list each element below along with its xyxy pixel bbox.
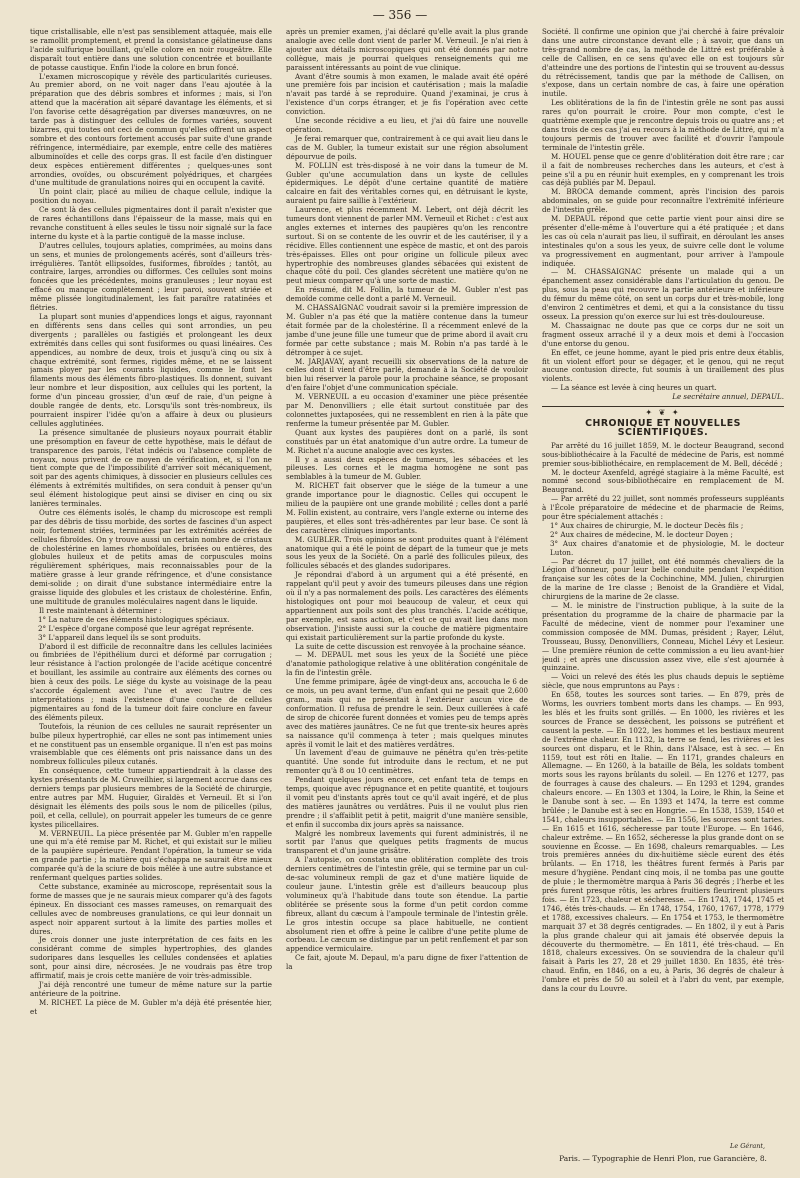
- printer-footer: Paris. — Typographie de Henri Plon, rue Garancière, 8.: [559, 1154, 767, 1163]
- paragraph: M. GUBLER. Trois opinions se sont produites quant à l'élément anatomique qui a été le point de départ de la tumeur que je mets sous les yeux de la Société. On a parlé des follicules pileux, des follicules sébacés et des glandes sudoripares.: [286, 534, 528, 571]
- paragraph: Ce sont là des cellules pigmentaires dont il paraît n'exister que de rares échantillons dans l'épaisseur de la masse, mais qui en revanche constituent à elles seules le tissu noir signalé sur la face interne du kyste et à la partie contiguë de la masse incluse.: [30, 205, 272, 241]
- paragraph: Une femme primipare, âgée de vingt-deux ans, accoucha le 6 de ce mois, un peu avant terme, d'un enfant qui ne pesait que 2,600 gram., mais qui ne présentait à l'extérieur aucun vice de conformation. Il refusa de prendre le sein. Deux cuillerées à café de sirop de chicorée furent données et vomies peu de temps après avec des matières jaunâtres. Ce ne fut que trente-six heures après sa naissance qu'il commença à teter ; mais quelques minutes après il vomit le lait et des matières verdâtres.: [286, 677, 528, 749]
- paragraph: M. HOUEL pense que ce genre d'oblitération doit être rare ; car il a fait de nombreuses recherches dans les auteurs, et c'est à peine s'il a pu en réunir huit exemples, en y comprenant les trois cas déjà publiés par M. Depaul.: [542, 151, 784, 188]
- paragraph: — Voici un relevé des étés les plus chauds depuis le septième siècle, que nous empruntons au Pays :: [542, 672, 784, 691]
- paragraph: J'ai déjà rencontré une tumeur de même nature sur la partie antérieure de la poitrine.: [30, 979, 272, 998]
- paragraph: Les oblitérations de la fin de l'intestin grêle ne sont pas aussi rares qu'on pourrait le croire. Pour mon compte, c'est le quatrième exemple que je rencontre depuis trois ou quatre ans ; et dans trois de ces cas j'ai eu recours à la méthode de Littré, qui m'a toujours permis de trouver avec facilité et d'ouvrir l'ampoule terminale de l'intestin grêle.: [542, 98, 784, 152]
- paragraph: Laurence, et plus récemment M. Lebert, ont déjà décrit les tumeurs dont viennent de parler MM. Verneuil et Richet : c'est aux angles externes et internes des paupières qu'on les rencontre surtout. Si on se contente de les ouvrir et de les cautériser, il y a récidive. Elles contiennent une espèce de mastic, et ont des parois très-épaisses. Elles ont pour origine un follicule pileux avec hypertrophie des nombreuses glandes sébacées qui existent de chaque côté du poil. Ces glandes sécrètent une matière qu'on ne peut mieux comparer qu'à une sorte de mastic.: [286, 205, 528, 286]
- paragraph: M. VERNEUIL a eu occasion d'examiner une pièce présentée par M. Denonvilliers ; elle était surtout constituée par des colonnettes juxtaposées, qui ne ressemblent en rien à la pâte que renferme la tumeur présentée par M. Gubler.: [286, 392, 528, 428]
- ornament-divider: ✦ ❦ ✦: [645, 408, 681, 418]
- paragraph: M. BROCA demande comment, après l'incision des parois abdominales, on se guide pour reconnaître l'extrémité inférieure de l'intestin grêle.: [542, 187, 784, 215]
- paragraph: La plupart sont munies d'appendices longs et aigus, rayonnant en différents sens dans celles qui sont arrondies, un peu divergents ; parallèles ou fastigiés et prolongeant les deux extrémités dans celles qui sont fusiformes ou quasi linéaires. Ces appendices, au nombre de deux, trois et jusqu'à cinq ou six à chaque extrémité, sont fermes, rigides même, et ne se laissent jamais ployer par les courants liquides, comme le font les filaments mous des éléments fibro-plastiques. Ils donnent, suivant leur nombre et leur disposition, aux cellules qui les portent, la forme d'un pinceau grossier, d'un œuf de raie, d'un peigne à double rangée de dents, etc. Lorsqu'ils sont très-nombreux, ils pourraient inspirer l'idée qu'on a affaire à deux ou plusieurs cellules agglutinées.: [30, 312, 272, 428]
- section-divider: [542, 406, 784, 407]
- paragraph: Quant aux kystes des paupières dont on a parlé, ils sont constitués par un état anatomique d'un autre ordre. La tumeur de M. Richet n'a aucune analogie avec ces kystes.: [286, 427, 528, 455]
- paragraph: Outre ces éléments isolés, le champ du microscope est rempli par des débris de tissu morbide, des sortes de fascines d'un aspect noir, fortement striées, terminées par les extrémités acérées de cellules fibroïdes. On y trouve aussi un certain nombre de cristaux de cholestérine en lames rhomboïdales, brisées ou entières, des globules huileux et de petits amas de corpuscules moins régulièrement sphériques, mais reconnaissables pour de la matière grasse à leur grande réfringence, et d'une consistance demi-solide ; on dirait d'une substance intermédiaire entre la graisse liquide des globules et les cristaux de cholestérine. Enfin, une multitude de granules moléculaires nagent dans le liquide.: [30, 507, 272, 606]
- paragraph: En conséquence, cette tumeur appartiendrait à la classe des kystes présentants de M. Cruveilhier, si largement accrue dans ces derniers temps par plusieurs membres de la Société de chirurgie, entre autres par MM. Huguier, Giraldès et Verneuil. Et si l'on désignait les éléments des poils sous le nom de pilicelles (pilus, poil, et cella, cellule), on pourrait appeler les tumeurs de ce genre kystes pilicellaires.: [30, 766, 272, 829]
- numbered-list: [542, 522, 784, 558]
- paragraph: Toutefois, la réunion de ces cellules ne saurait représenter un bulbe pileux hypertrophié, car elles ne sont pas intimement unies et ne constituent pas un ensemble organique. Il n'en est pas moins vraisemblable que ces éléments ont pris naissance dans un des nombreux follicules pileux cutanés.: [30, 721, 272, 767]
- paragraph: Cette substance, examinée au microscope, représentait sous la forme de masses que je ne saurais mieux comparer qu'à des fagots épineux. En dissociant ces masses rameuses, on remarquait des cellules avec de nombreuses granulations, ce qui leur donnait un aspect noir apparent surtout à la limite des parties molles et dures.: [30, 882, 272, 936]
- paragraph: La suite de cette discussion est renvoyée à la prochaine séance.: [295, 641, 526, 651]
- paragraph: La présence simultanée de plusieurs noyaux pourrait établir une présomption en faveur de cette hypothèse, mais le défaut de transparence des parois, l'état indécis ou l'absence complète de noyaux, nous privent de ce moyen de vérification, et, si l'on ne tient compte que de l'impossibilité d'arriver soit mécaniquement, soit par des agents chimiques, à dissocier en plusieurs cellules ces éléments à extrémités multifides, on sera conduit à penser qu'un seul élément histologique peut ainsi se diviser en cinq ou six lanières terminales.: [30, 427, 272, 509]
- paragraph: M. RICHET fait observer que le siége de la tumeur a une grande importance pour le diagnostic. Celles qui occupent le milieu de la paupière ont une grande mobilité ; celles dont a parlé M. Follin existent, au contraire, vers l'angle externe ou interne des paupières, et elles sont très-adhérentes par leur base. Ce sont là des caractères cliniques importants.: [286, 481, 528, 535]
- paragraph: Un lavement d'eau de guimauve ne pénétra qu'en très-petite quantité. Une sonde fut introduite dans le rectum, et ne put remonter qu'à 8 ou 10 centimètres.: [286, 748, 528, 776]
- column-left: [30, 28, 272, 1168]
- paragraph: Une seconde récidive a eu lieu, et j'ai dû faire une nouvelle opération.: [286, 116, 528, 134]
- secretary-signature: Le secrétaire annuel, DEPAUL.: [672, 392, 784, 402]
- paragraph: Malgré les nombreux lavements qui furent administrés, il ne sortit par l'anus que quelques petits fragments de mucus transparent et d'un jaune grisâtre.: [286, 828, 528, 856]
- paragraph: Avant d'être soumis à mon examen, le malade avait été opéré une première fois par incision et cautérisation ; mais la maladie n'avait pas tardé à se reproduire. Quand j'examinai, je crus à l'existence d'un corps étranger, et je fis l'opération avec cette conviction.: [286, 71, 528, 117]
- list-item: 3° Aux chaires d'anatomie et de physiologie, M. le docteur Luton.: [550, 538, 784, 557]
- paragraph: tique cristallisable, elle n'est pas sensiblement attaquée, mais elle se ramollit promptement, et prend la consistance gélatineuse dans l'acide sulfurique bouillant, qu'elle colore en noir rougeâtre. Elle disparaît tout entière dans une solution concentrée et bouillante de potasse caustique. Enfin l'iode la colore en brun foncé.: [30, 28, 272, 72]
- paragraph: M. Chassaignac ne doute pas que ce corps dur ne soit un fragment osseux arraché il y a deux mois et demi à l'occasion d'une entorse du genou.: [542, 320, 784, 348]
- gerant-label: Le Gérant,: [730, 1142, 766, 1150]
- paragraph: — M. DEPAUL met sous les yeux de la Société une pièce d'anatomie pathologique relative à une oblitération congénitale de la fin de l'intestin grêle.: [286, 650, 528, 678]
- paragraph: M. DEPAUL répond que cette partie vient pour ainsi dire se présenter d'elle-même à l'ouverture qui a été pratiquée ; et dans les cas où cela n'aurait pas lieu, il suffirait, en déroulant les anses intestinales qu'on a sous les yeux, de suivre celle dont le volume va progressivement en augmentant, pour arriver à l'ampoule indiquée.: [542, 214, 784, 268]
- paragraph: Société. Il confirme une opinion que j'ai cherché à faire prévaloir dans une autre circonstance devant elle ; à savoir, que dans un très-grand nombre de cas, la méthode de Littré est préférable à celle de Callisen, en ce sens qu'avec elle on est toujours sûr d'atteindre une des portions de l'intestin qui se trouvent au-dessus du rétrécissement, tandis que par la méthode de Callisen, on s'expose, dans un certain nombre de cas, à faire une opération inutile.: [542, 28, 784, 99]
- paragraph: M. CHASSAIGNAC voudrait savoir si la première impression de M. Gubler n'a pas été que la matière contenue dans la tumeur était formée par de la cholestérine. Il a récemment enlevé de la jambe d'une jeune fille une tumeur que de prime abord il avait cru formée par cette substance ; mais M. Robin n'a pas tardé à le détromper à ce sujet.: [286, 303, 528, 357]
- paragraph: En 658, toutes les sources sont taries. — En 879, près de Worms, les ouvriers tombent morts dans les champs. — En 993, les blés et les fruits sont grillés. — En 1000, les rivières et les sources de France se dessèchent, les poissons se putréfient et causent la peste. — En 1022, les hommes et les bestiaux meurent de l'extrême chaleur. En 1132, la terre se fend, les rivières et les sources ont disparu, et le Rhin, dans l'Alsace, est à sec. — En 1159, tout est rôti en Italie. — En 1171, grandes chaleurs en Allemagne. — En 1260, à la bataille de Béla, les soldats tombent morts sous les rayons brûlants du soleil. — En 1276 et 1277, pas de fourrages à cause des chaleurs. — En 1293 et 1294, grandes chaleurs encore. — En 1303 et 1304, la Loire, le Rhin, la Seine et le Danube sont à sec. — En 1393 et 1474, la terre est comme brûlée ; le Danube est à sec en Hongrie. — En 1538, 1539, 1540 et 1541, chaleurs insupportables. — En 1556, les sources sont taries. — En 1615 et 1616, sécheresse par toute l'Europe. — En 1646, chaleur extrême. — En 1652, sécheresse la plus grande dont on se souvienne en Écosse. — En 1698, chaleurs remarquables. — Les trois premières années du dix-huitième siècle eurent des étés brûlants. — En 1718, les théâtres furent fermés à Paris par mesure d'hygiène. Pendant cinq mois, il ne tomba pas une goutte de pluie ; le thermomètre marqua à Paris 36 degrés ; l'herbe et les prés furent presque rôtis, les arbres fruitiers fleurirent plusieurs fois. — En 1723, chaleur et sécheresse. — En 1743, 1744, 1745 et 1746, étés très-chauds. — En 1748, 1754, 1760, 1767, 1778, 1779 et 1788, excessives chaleurs. — En 1754 et 1753, le thermomètre marquait 37 et 38 degrés centigrades. — En 1802, il y eut à Paris la plus grande chaleur qui ait jamais été observée depuis la découverte du thermomètre. — En 1811, été très-chaud. — En 1818, chaleurs excessives. On se souviendra de la chaleur qu'il faisait à Paris les 27, 28 et 29 juillet 1830. En 1835, été très-chaud. Enfin, en 1846, on a eu, à Paris, 36 degrés de chaleur à l'ombre et près de 50 au soleil et à l'abri du vent, par exemple, dans la cour du Louvre.: [542, 690, 784, 994]
- paragraph: M. RICHET. La pièce de M. Gubler m'a déjà été présentée hier, et: [30, 997, 272, 1016]
- paragraph: M. JARJAVAY, ayant recueilli six observations de la nature de celles dont il vient d'être parlé, demande à la Société de vouloir bien lui réserver la parole pour la prochaine séance, se proposant d'en faire l'objet d'une communication spéciale.: [286, 356, 528, 393]
- column-middle: [286, 28, 528, 1168]
- paragraph: Pendant quelques jours encore, cet enfant teta de temps en temps, quoique avec répugnance et en petite quantité, et toujours il vomit peu d'instants après tout ce qu'il avait ingéré, et de plus des matières jaunâtres ou verdâtres. Puis il ne voulut plus rien prendre ; il s'affaiblit petit à petit, maigrit d'une manière sensible, et enfin il succomba dix jours après sa naissance.: [286, 775, 528, 829]
- list-item: 1° La nature de ces éléments histologiques spéciaux.: [38, 614, 230, 624]
- paragraph: Il reste maintenant à déterminer :: [39, 605, 162, 615]
- paragraph: Je crois donner une juste interprétation de ces faits en les considérant comme de simples hypertrophies, des glandes sudoripares dans lesquelles les cellules condensées et aplaties sont, pour ainsi dire, nécrosées. Je ne voudrais pas être trop affirmatif, mais je crois cette manière de voir très-admissible.: [30, 935, 272, 981]
- column-right: [542, 28, 784, 1168]
- paragraph: M. le docteur Axenfeld, agrégé stagiaire à la même Faculté, est nommé second sous-bibliothécaire en remplacement de M. Beaugrand.: [542, 467, 784, 495]
- paragraph: En résumé, dit M. Follin, la tumeur de M. Gubler n'est pas demoïde comme celle dont a parlé M. Verneuil.: [286, 285, 528, 304]
- paragraph: En effet, ce jeune homme, ayant le pied pris entre deux établis, fit un violent effort pour se dégager, et le genou, qui ne reçut aucune contusion directe, fut soumis à un tiraillement des plus violents.: [542, 347, 784, 384]
- paragraph: D'autres cellules, toujours aplaties, comprimées, au moins dans un sens, et munies de prolongements acérés, sont d'ailleurs très-irrégulières. Tantôt ellipsoïdes, fusiformes, fibroïdes ; tantôt, au contraire, larges, arrondies ou difformes. Ces cellules sont moins foncées que les précédentes, moins granuleuses ; leur noyau est effacé ou manque complètement ; leur paroi, souvent striée et même plissée longitudinalement, les fait paraître ratatinées et flétries.: [30, 240, 272, 313]
- numbered-list: [30, 616, 272, 643]
- paragraph: Je répondrai d'abord à un argument qui a été présenté, en rappelant qu'il peut y avoir des tumeurs pileuses dans une région où il n'y a pas normalement des poils. Les caractères des éléments histologiques ont pour moi beaucoup de valeur, et ceux qui appartiennent aux poils sont des plus tranchés. L'acide acétique, par exemple, est sans action, et c'est ce qui avait lieu dans mon observation. J'insiste aussi sur la couche de matière pigmentaire qui existait particulièrement sur la partie profonde du kyste.: [286, 570, 528, 642]
- paragraph: L'examen microscopique y révèle des particularités curieuses. Au premier abord, on ne voit nager dans l'eau ajoutée à la préparation que des débris sombres et informes ; mais, si l'on attend que la macération ait séparé davantage les éléments, et si l'on favorise cette désagrégation par diverses manœuvres, on ne tarde pas à distinguer des cellules de formes variées, souvent bizarres, qui toutes ont ceci de commun qu'elles offrent un aspect sombre et des contours fortement accusés par suite d'une grande réfringence, intermédiaire, par exemple, entre celle des matières albuminoïdes et celle des corps gras. Il est facile d'en distinguer deux espèces entièrement différentes ; quelques-unes sont arrondies, ovoïdes, ou obscurément polyédriques, et chargées d'une multitude de granulations noires qui en occupent la cavité.: [30, 71, 272, 188]
- paragraph: M. VERNEUIL. La pièce présentée par M. Gubler m'en rappelle une qui m'a été remise par M. Richet, et qui existait sur le milieu de la paupière supérieure. Pendant l'opération, la tumeur se vida en grande partie ; la matière qui s'échappa ne saurait être mieux comparée qu'à de la sciure de bois mêlée à une autre substance et renfermant quelques parties solides.: [30, 828, 272, 883]
- paragraph: Ce fait, ajoute M. Depaul, m'a paru digne de fixer l'attention de la: [286, 953, 528, 972]
- paragraph: — M. le ministre de l'instruction publique, à la suite de la présentation du programme de la chaire de pharmacie par la Faculté de médecine, vient de nommer pour l'examiner une commission composée de MM. Dumas, président ; Rayer, Lélut, Trousseau, Bussy, Denonvilliers, Conneau, Michel Lévy et Lesieur. — Une première réunion de cette commission a eu lieu avant-hier jeudi ; et après une discussion assez vive, elle s'est ajournée à quinzaine.: [542, 601, 784, 673]
- list-item: 1° Aux chaires de chirurgie, M. le docteur Decès fils ;: [550, 520, 744, 530]
- page-number: — 356 —: [372, 8, 428, 22]
- list-item: 2° Aux chaires de médecine, M. le docteur Doyen ;: [550, 529, 733, 539]
- paragraph: Un point clair, placé au milieu de chaque cellule, indique la position du noyau.: [30, 187, 272, 206]
- paragraph: Je ferai remarquer que, contrairement à ce qui avait lieu dans le cas de M. Gubler, la tumeur existait sur une région absolument dépourvue de poils.: [286, 133, 528, 161]
- section-title: CHRONIQUE ET NOUVELLES SCIENTIFIQUES.: [585, 417, 741, 438]
- paragraph: Il y a aussi deux espèces de tumeurs, les sébacées et les pileuses. Les cornes et le magma homogène ne sont pas semblables à la tumeur de M. Gubler.: [286, 454, 528, 482]
- paragraph: — La séance est levée à cinq heures un quart.: [551, 383, 717, 393]
- paragraph: M. FOLLIN est très-disposé à ne voir dans la tumeur de M. Gubler qu'une accumulation dans un kyste de cellules épidermiques. Le dépôt d'une certaine quantité de matière calcaire en fait des véritables cornes qui, en détruisant le kyste, auraient pu faire saillie à l'extérieur.: [286, 160, 528, 206]
- list-item: 3° L'appareil dans lequel ils se sont produits.: [38, 632, 201, 642]
- paragraph: — M. CHASSAIGNAC présente un malade qui a un épanchement assez considérable dans l'articulation du genou. De plus, sous la peau qui recouvre la partie antérieure et inférieure du fémur du même côté, on sent un corps dur et très-mobile, long d'environ 2 centimètres et demi, et qui a la consistance du tissu osseux. La pression qu'on exerce sur lui est très-douloureuse.: [542, 267, 784, 321]
- paragraph: A l'autopsie, on constata une oblitération complète des trois derniers centimètres de l'intestin grêle, qui se termine par un cul-de-sac volumineux rempli de gaz et d'une matière liquide de couleur jaune. L'intestin grêle est d'ailleurs beaucoup plus volumineux qu'à l'habitude dans toute son étendue. La partie oblitérée se présente sous la forme d'un petit cordon comme fibreux, allant du cæcum à l'ampoule terminale de l'intestin grêle. Le gros intestin occupe sa place habituelle, ne contient absolument rien et offre à peine le calibre d'une petite plume de corbeau. Le cæcum se distingue par un petit renflement et par son appendice vermiculaire.: [286, 855, 528, 954]
- paragraph: Par arrêté du 16 juillet 1859, M. le docteur Beaugrand, second sous-bibliothécaire à la Faculté de médecine de Paris, est nommé premier sous-bibliothécaire, en remplacement de M. Bell, décédé ;: [542, 440, 784, 468]
- paragraph: après un premier examen, j'ai déclaré qu'elle avait la plus grande analogie avec celle dont vient de parler M. Verneuil. Je n'ai rien à ajouter aux détails microscopiques qui ont été donnés par notre collègue, mais je pourrai quelques renseignements qui me paraissent intéressants au point de vue clinique.: [286, 28, 528, 72]
- list-item: 2° L'espèce d'organe composé que leur agrégat représente.: [38, 623, 254, 633]
- paragraph: D'abord il est difficile de reconnaître dans les cellules laciniées ou fimbriées de l'épithélium durci et déformé par corrugation ; leur résistance à l'action prolongée de l'acide acétique concentré et bouillant, les assimile au contraire aux éléments des cornes ou bien à ceux des poils. Le siége du kyste au voisinage de la peau s'accorde également avec l'une et avec l'autre de ces interprétations ; mais l'existence d'une couche de cellules pigmentaires au fond de la tumeur doit faire conclure en faveur des éléments pileux.: [30, 641, 272, 722]
- paragraph: — Par arrêté du 22 juillet, sont nommés professeurs suppléants à l'École préparatoire de médecine et de pharmacie de Reims, pour être spécialement attachés :: [542, 494, 784, 522]
- paragraph: — Par décret du 17 juillet, ont été nommés chevaliers de la Légion d'honneur, pour leur belle conduite pendant l'expédition française sur les côtes de la Cochinchine, MM. Julien, chirurgien de la marine de 1re classe ; Benoist de la Grandière et Vidal, chirurgiens de la marine de 2e classe.: [542, 556, 784, 602]
